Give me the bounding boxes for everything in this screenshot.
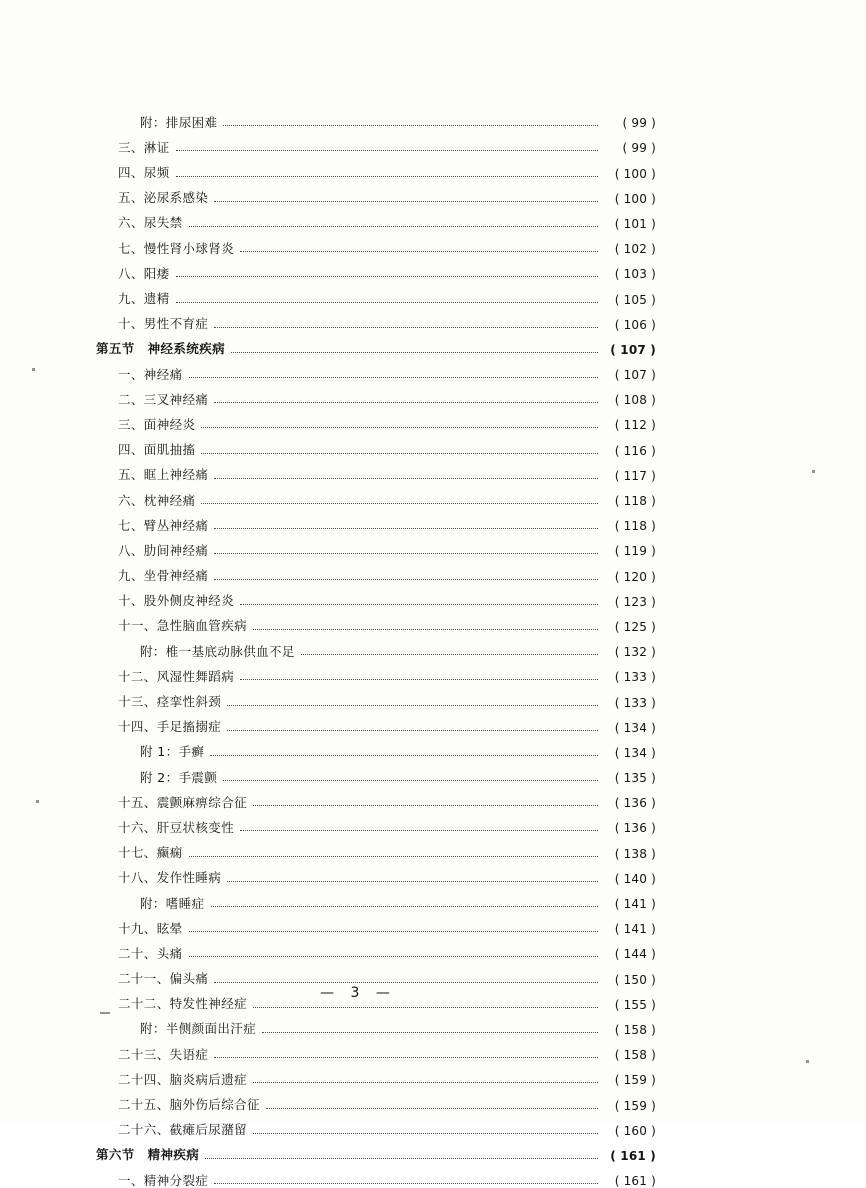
toc-leader-dots — [253, 1127, 598, 1134]
toc-entry-label: 四、面肌抽搐 — [118, 442, 196, 458]
toc-leader-dots — [201, 447, 598, 454]
toc-entry-page: ( 161 ) — [614, 1174, 656, 1188]
toc-entry-page: ( 123 ) — [614, 594, 656, 609]
toc-leader-dots — [201, 497, 598, 504]
toc-entry[interactable] — [96, 860, 656, 885]
toc-entry-label: 六、枕神经痛 — [118, 492, 196, 508]
toc-entry-page: ( 100 ) — [614, 191, 656, 206]
toc-entry-label: 二十三、失语症 — [118, 1046, 209, 1062]
toc-entry-page: ( 99 ) — [622, 116, 656, 131]
toc-entry[interactable] — [96, 759, 656, 784]
toc-leader-dots — [301, 648, 598, 655]
toc-entry-label: 第五节 神经系统疾病 — [96, 341, 226, 357]
toc-leader-dots — [240, 245, 598, 252]
toc-leader-dots — [214, 472, 598, 479]
toc-entry-label: 十五、震颤麻痹综合征 — [118, 794, 248, 810]
toc-entry-label: 八、肋间神经痛 — [118, 542, 209, 558]
toc-entry-page: ( 158 ) — [614, 1022, 656, 1037]
toc-leader-dots — [214, 1051, 598, 1058]
toc-entry-label: 三、淋证 — [118, 139, 170, 155]
toc-entry[interactable] — [96, 885, 656, 910]
toc-leader-dots — [214, 1177, 598, 1184]
toc-entry[interactable] — [96, 608, 656, 633]
toc-leader-dots — [240, 673, 598, 680]
toc-leader-dots — [231, 346, 598, 353]
toc-entry-label: 十八、发作性睡病 — [118, 870, 222, 886]
toc-entry-label: 六、尿失禁 — [118, 215, 183, 231]
toc-entry[interactable] — [96, 784, 656, 809]
toc-entry-page: ( 118 ) — [614, 494, 656, 508]
toc-entry[interactable] — [96, 1011, 656, 1036]
toc-entry-label: 十六、肝豆状核变性 — [118, 819, 235, 835]
toc-entry-label: 二十六、截瘫后尿潴留 — [118, 1122, 248, 1138]
toc-entry[interactable] — [96, 1162, 656, 1187]
toc-entry-page: ( 140 ) — [614, 871, 656, 886]
toc-entry-label: 十九、眩晕 — [118, 920, 183, 936]
toc-entry[interactable] — [96, 406, 656, 431]
toc-entry-label: 九、遗精 — [118, 291, 170, 306]
toc-entry[interactable] — [96, 709, 656, 734]
toc-entry[interactable] — [96, 1061, 656, 1086]
toc-leader-dots — [176, 144, 598, 151]
toc-entry-label: 一、神经痛 — [118, 366, 183, 382]
toc-entry-page: ( 141 ) — [614, 897, 656, 911]
toc-entry-label: 七、臂丛神经痛 — [118, 517, 209, 533]
toc-entry-label: 二、三叉神经痛 — [118, 391, 209, 407]
toc-entry-page: ( 158 ) — [614, 1048, 656, 1063]
toc-entry-page: ( 144 ) — [614, 947, 656, 962]
toc-entry-label: 二十二、特发性神经症 — [118, 996, 248, 1012]
toc-entry-page: ( 138 ) — [614, 846, 656, 861]
toc-entry[interactable] — [96, 532, 656, 557]
toc-entry[interactable] — [96, 1086, 656, 1111]
toc-entry[interactable] — [96, 1112, 656, 1137]
toc-entry-page: ( 159 ) — [614, 1073, 656, 1088]
toc-entry-label: 三、面神经炎 — [118, 416, 196, 432]
toc-leader-dots — [262, 1026, 598, 1033]
toc-entry-label: 五、眶上神经痛 — [118, 467, 209, 483]
toc-entry[interactable] — [96, 356, 656, 381]
toc-entry-page: ( 108 ) — [614, 393, 656, 408]
toc-entry-page: ( 132 ) — [614, 645, 656, 660]
toc-entry-page: ( 160 ) — [614, 1123, 656, 1138]
toc-leader-dots — [253, 1076, 598, 1083]
scan-speck — [36, 800, 39, 803]
toc-entry[interactable] — [96, 129, 656, 154]
toc-leader-dots — [214, 522, 598, 529]
toc-leader-dots — [214, 976, 598, 983]
toc-entry-page: ( 155 ) — [614, 997, 656, 1012]
toc-entry[interactable] — [96, 1137, 656, 1162]
toc-leader-dots — [176, 170, 598, 177]
toc-leader-dots — [223, 774, 598, 781]
toc-entry-page: ( 159 ) — [614, 1098, 656, 1113]
toc-entry-page: ( 141 ) — [614, 922, 656, 937]
table-of-contents — [96, 104, 656, 1187]
toc-entry-page: ( 133 ) — [614, 695, 656, 710]
toc-leader-dots — [240, 824, 598, 831]
toc-entry-page: ( 150 ) — [614, 972, 656, 987]
toc-entry-label: 附：椎一基底动脉供血不足 — [140, 643, 295, 659]
toc-entry-label: 七、慢性肾小球肾炎 — [118, 240, 235, 256]
toc-entry-label: 十、股外侧皮神经炎 — [118, 593, 235, 609]
toc-entry-label: 十二、风湿性舞蹈病 — [118, 668, 235, 684]
toc-leader-dots — [214, 321, 598, 328]
toc-entry-label: 二十四、脑炎病后遗症 — [118, 1071, 248, 1087]
toc-entry[interactable] — [96, 633, 656, 658]
toc-entry-page: ( 134 ) — [614, 720, 656, 735]
toc-entry[interactable] — [96, 960, 656, 985]
toc-entry-page: ( 136 ) — [614, 796, 656, 811]
toc-entry-page: ( 117 ) — [614, 468, 656, 483]
toc-entry-page: ( 105 ) — [614, 292, 656, 307]
toc-entry-label: 附 2：手震颤 — [140, 769, 218, 785]
toc-leader-dots — [201, 421, 598, 428]
page-number — [0, 985, 866, 1001]
toc-leader-dots — [189, 371, 598, 378]
toc-entry[interactable] — [96, 306, 656, 331]
toc-entry[interactable] — [96, 255, 656, 280]
toc-entry-page: ( 161 ) — [610, 1148, 656, 1163]
toc-entry[interactable] — [96, 935, 656, 960]
toc-entry-page: ( 135 ) — [614, 771, 656, 786]
toc-leader-dots — [176, 296, 598, 303]
toc-leader-dots — [227, 699, 598, 706]
toc-entry-page: ( 116 ) — [614, 443, 656, 458]
toc-entry-label: 附：半侧颜面出汗症 — [140, 1021, 257, 1037]
toc-entry-label: 十三、痉挛性斜颈 — [118, 694, 222, 709]
toc-entry[interactable] — [96, 683, 656, 708]
scan-speck — [806, 1060, 809, 1063]
toc-entry-label: 二十、头痛 — [118, 945, 183, 961]
toc-leader-dots — [211, 900, 598, 907]
toc-entry[interactable] — [96, 734, 656, 759]
toc-leader-dots — [214, 573, 598, 580]
toc-entry-label: 四、尿频 — [118, 165, 170, 181]
scan-speck — [32, 368, 35, 371]
toc-entry-page: ( 133 ) — [614, 670, 656, 685]
toc-entry[interactable] — [96, 658, 656, 683]
toc-leader-dots — [240, 598, 598, 605]
toc-entry[interactable] — [96, 104, 656, 129]
toc-leader-dots — [189, 925, 598, 932]
toc-leader-dots — [214, 195, 598, 202]
toc-entry-page: ( 136 ) — [614, 821, 656, 836]
toc-entry-page: ( 118 ) — [614, 519, 656, 534]
toc-entry[interactable] — [96, 205, 656, 230]
toc-entry-page: ( 103 ) — [614, 267, 656, 282]
toc-entry-page: ( 106 ) — [614, 317, 656, 332]
toc-leader-dots — [253, 623, 598, 630]
toc-leader-dots — [210, 749, 598, 756]
toc-leader-dots — [214, 396, 598, 403]
page-number-text: — 3 — — [320, 985, 396, 1001]
toc-entry-label: 一、精神分裂症 — [118, 1172, 209, 1188]
toc-entry[interactable] — [96, 331, 656, 356]
toc-entry[interactable] — [96, 557, 656, 582]
toc-entry[interactable] — [96, 431, 656, 456]
toc-entry-page: ( 107 ) — [610, 342, 656, 357]
toc-leader-dots — [176, 270, 598, 277]
toc-entry[interactable] — [96, 583, 656, 608]
toc-entry-label: 二十一、偏头痛 — [118, 971, 209, 987]
toc-entry[interactable] — [96, 280, 656, 305]
toc-leader-dots — [189, 950, 598, 957]
toc-entry[interactable] — [96, 180, 656, 205]
toc-entry-page: ( 99 ) — [622, 141, 656, 156]
toc-leader-dots — [253, 1001, 598, 1008]
toc-leader-dots — [205, 1152, 598, 1159]
toc-leader-dots — [253, 799, 598, 806]
toc-entry-page: ( 100 ) — [614, 166, 656, 181]
toc-leader-dots — [266, 1102, 598, 1109]
toc-leader-dots — [223, 119, 598, 126]
toc-entry-label: 二十五、脑外伤后综合征 — [118, 1097, 260, 1112]
toc-leader-dots — [214, 547, 598, 554]
toc-entry-label: 十四、手足搐搦症 — [118, 719, 222, 735]
scan-speck — [812, 470, 815, 473]
toc-entry-label: 附 1：手癣 — [140, 744, 205, 760]
toc-entry-page: ( 101 ) — [614, 216, 656, 231]
toc-leader-dots — [227, 875, 598, 882]
toc-entry-label: 八、阳痿 — [118, 265, 170, 281]
toc-entry[interactable] — [96, 1036, 656, 1061]
toc-entry[interactable] — [96, 154, 656, 179]
toc-entry-label: 十、男性不育症 — [118, 316, 209, 332]
toc-entry-label: 五、泌尿系感染 — [118, 190, 209, 206]
toc-entry-label: 九、坐骨神经痛 — [118, 568, 209, 584]
toc-entry[interactable] — [96, 910, 656, 935]
toc-entry-page: ( 134 ) — [614, 745, 656, 760]
toc-entry[interactable] — [96, 457, 656, 482]
toc-entry-page: ( 120 ) — [614, 569, 656, 584]
toc-entry-page: ( 102 ) — [614, 242, 656, 257]
toc-entry[interactable] — [96, 230, 656, 255]
toc-entry-page: ( 125 ) — [614, 619, 656, 634]
toc-entry-label: 第六节 精神疾病 — [96, 1147, 200, 1163]
toc-entry[interactable] — [96, 507, 656, 532]
toc-entry[interactable] — [96, 381, 656, 406]
toc-entry[interactable] — [96, 834, 656, 859]
toc-entry-page: ( 107 ) — [614, 368, 656, 383]
toc-entry-label: 十七、癫痫 — [118, 845, 183, 861]
toc-entry-page: ( 112 ) — [614, 418, 656, 433]
toc-leader-dots — [189, 220, 598, 227]
toc-leader-dots — [227, 724, 598, 731]
toc-entry[interactable] — [96, 482, 656, 507]
toc-leader-dots — [189, 850, 598, 857]
toc-entry-label: 附：嗜睡症 — [140, 895, 205, 911]
toc-entry-label: 十一、急性脑血管疾病 — [118, 618, 248, 634]
toc-entry[interactable] — [96, 809, 656, 834]
toc-entry-label: 附：排尿困难 — [140, 114, 218, 130]
toc-entry-page: ( 119 ) — [614, 544, 656, 559]
